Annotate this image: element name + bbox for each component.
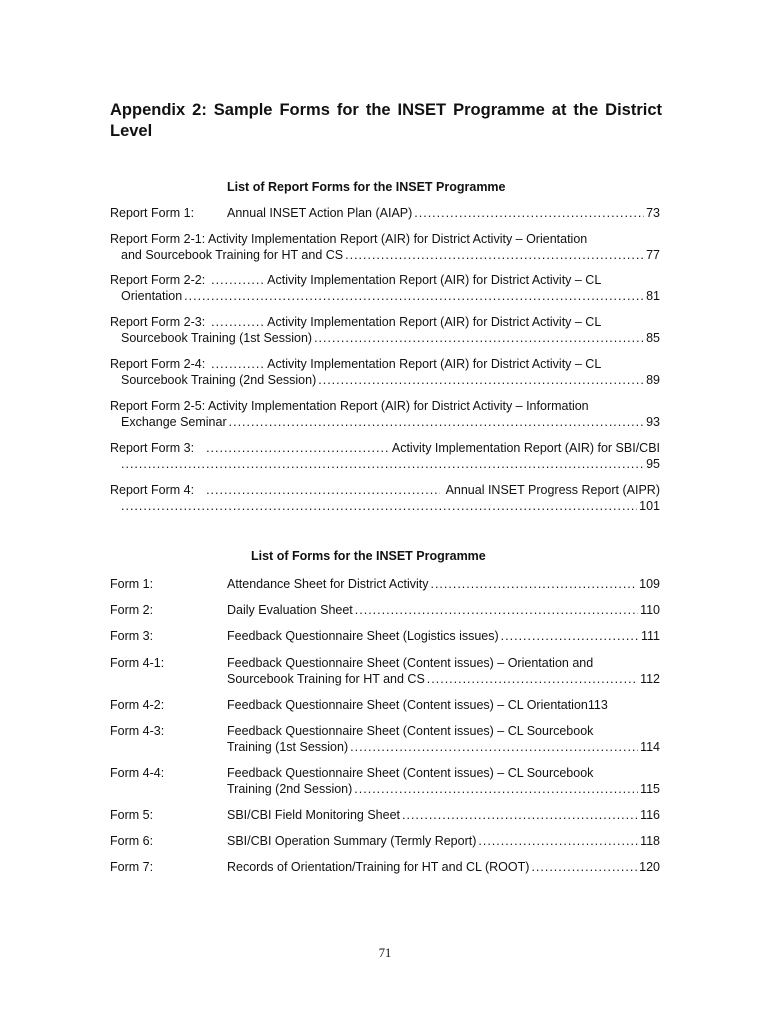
page-ref: 118 [640,834,660,848]
page-ref: 89 [646,372,660,387]
report-forms-heading: List of Report Forms for the INSET Programme [227,180,506,194]
page-ref: 77 [646,247,660,262]
page-ref: 120 [639,860,660,874]
dot-leader [501,629,639,645]
report-form-label: Report Form 3: [110,441,195,455]
form-title: Feedback Questionnaire Sheet (Content issues) – CL Orientation113 [227,698,608,712]
dot-leader [211,315,263,331]
report-form-title: Activity Implementation Report (AIR) for District Activity – CL [267,315,602,329]
dot-leader [354,782,638,798]
dot-leader [531,860,637,876]
dot-leader [427,672,638,688]
page-ref: 111 [640,629,660,643]
dot-leader [402,808,638,824]
report-form-title: Activity Implementation Report (AIR) for District Activity – CL [267,273,602,287]
report-form-entry-3 [110,441,660,472]
form-label: Form 4-4: [110,766,165,780]
form-label: Form 7: [110,860,154,874]
report-form-label: Report Form 4: [110,483,195,497]
report-form-entry-1 [110,206,660,222]
page-ref: 115 [640,781,660,796]
form-title: Feedback Questionnaire Sheet (Content issues) – Orientation and [227,656,594,670]
report-form-title-cont: Sourcebook Training (2nd Session) [121,372,317,387]
report-form-title: Report Form 2-5: Activity Implementation Report (AIR) for District Activity – Information [110,399,589,413]
form-label: Form 4-1: [110,656,165,670]
form-label: Form 4-3: [110,724,165,738]
form-title-cont: Training (1st Session) [227,739,349,754]
dot-leader [211,273,263,289]
dot-leader [211,357,263,373]
report-form-entry-2-2 [110,273,660,304]
report-form-title-cont: Sourcebook Training (1st Session) [121,330,313,345]
dot-leader [345,248,644,264]
page-ref: 73 [646,206,660,220]
dot-leader [121,457,644,473]
report-form-entry-2-5 [110,399,660,430]
page-number: 71 [378,946,392,960]
form-title: SBI/CBI Field Monitoring Sheet [227,808,400,822]
page-ref: 114 [640,739,660,754]
form-title: Daily Evaluation Sheet [227,603,353,617]
dot-leader [229,415,644,431]
report-form-title: Activity Implementation Report (AIR) for District Activity – CL [267,357,602,371]
form-label: Form 1: [110,577,154,591]
form-title-cont: Sourcebook Training for HT and CS [227,671,425,686]
report-form-label: Report Form 2-2: [110,273,206,287]
report-form-title-cont: Orientation [121,288,183,303]
dot-leader [430,577,637,593]
form-title: Feedback Questionnaire Sheet (Content issues) – CL Sourcebook [227,766,594,780]
report-form-label: Report Form 1: [110,206,195,220]
page-ref: 112 [640,671,660,686]
dot-leader [206,483,440,499]
report-form-entry-4 [110,483,660,514]
form-title: Feedback Questionnaire Sheet (Logistics issues) [227,629,499,643]
page-title: Appendix 2: Sample Forms for the INSET Programme at the District Level [110,101,662,140]
form-title: Feedback Questionnaire Sheet (Content issues) – CL Sourcebook [227,724,594,738]
forms-heading: List of Forms for the INSET Programme [251,549,486,563]
report-form-entry-2-1 [110,232,660,263]
report-form-title: Annual INSET Action Plan (AIAP) [227,206,413,220]
dot-leader [314,331,644,347]
form-label: Form 3: [110,629,154,643]
page-ref: 101 [639,498,660,513]
page-ref: 93 [646,414,660,429]
page-ref: 116 [640,808,660,822]
dot-leader [478,834,638,850]
dot-leader [318,373,644,389]
report-form-title-cont: Exchange Seminar [121,414,227,429]
form-label: Form 5: [110,808,154,822]
dot-leader [350,740,638,756]
report-form-title-cont: and Sourcebook Training for HT and CS [121,247,344,262]
report-form-title: Activity Implementation Report (AIR) for SBI/CBI [391,441,660,455]
dot-leader [206,441,388,457]
form-title: Records of Orientation/Training for HT and CL (ROOT) [227,860,530,874]
form-title: SBI/CBI Operation Summary (Termly Report) [227,834,477,848]
report-form-label: Report Form 2-3: [110,315,206,329]
form-label: Form 4-2: [110,698,165,712]
report-form-title: Annual INSET Progress Report (AIPR) [445,483,660,497]
page-ref: 110 [640,603,660,617]
page-ref: 85 [646,330,660,345]
form-title: Attendance Sheet for District Activity [227,577,429,591]
form-label: Form 2: [110,603,154,617]
form-label: Form 6: [110,834,154,848]
dot-leader [355,603,638,619]
dot-leader [184,289,644,305]
dot-leader [414,206,644,222]
page-ref: 81 [646,288,660,303]
form-title-cont: Training (2nd Session) [227,781,353,796]
report-form-entry-2-4 [110,357,660,388]
page-ref: 109 [639,577,660,591]
page-ref: 95 [646,456,660,471]
report-form-title: Report Form 2-1: Activity Implementation Report (AIR) for District Activity – Orientation [110,232,588,246]
report-form-label: Report Form 2-4: [110,357,206,371]
dot-leader [121,499,637,515]
report-form-entry-2-3 [110,315,660,346]
